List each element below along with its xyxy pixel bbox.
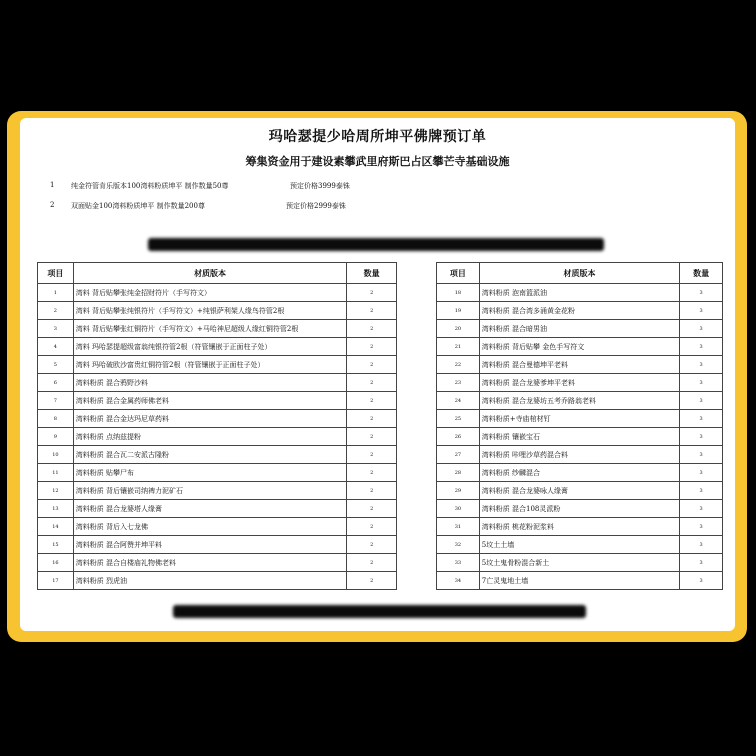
row-material: 湾料 玛哈瑟提超级富翁纯银符管2根（符管镶嵌于正面柱子处） xyxy=(73,338,347,356)
row-number: 20 xyxy=(437,320,480,338)
row-material: 湾料 背后贴攀张纯银符片（手写符文）+纯银萨利架人缘鸟符管2根 xyxy=(73,302,347,320)
row-number: 25 xyxy=(437,410,480,428)
row-quantity: 2 xyxy=(347,392,397,410)
table-row xyxy=(38,464,397,482)
table-header-row xyxy=(38,263,397,284)
row-quantity: 3 xyxy=(680,482,723,500)
header-material: 材质版本 xyxy=(73,263,347,284)
row-number: 18 xyxy=(437,284,480,302)
table-row xyxy=(437,464,723,482)
table-row xyxy=(38,320,397,338)
row-material: 湾料 背后贴攀张纯金招财符片（手写符文） xyxy=(73,284,347,302)
row-quantity: 2 xyxy=(347,428,397,446)
row-number: 26 xyxy=(437,428,480,446)
header-material: 材质版本 xyxy=(479,263,679,284)
row-material: 湾料粉质 镶嵌宝石 xyxy=(479,428,679,446)
price-line-price: 预定价格2999泰铢 xyxy=(286,202,346,210)
price-line-description: 纯金符管肯乐版本100湾料粉质坤平 制作数量50尊 xyxy=(71,182,229,190)
row-number: 11 xyxy=(38,464,74,482)
row-number: 14 xyxy=(38,518,74,536)
row-number: 15 xyxy=(38,536,74,554)
order-sheet xyxy=(20,118,735,631)
row-number: 8 xyxy=(38,410,74,428)
row-material: 湾料粉质 咔哩沙草药混合料 xyxy=(479,446,679,464)
row-number: 12 xyxy=(38,482,74,500)
table-row xyxy=(38,356,397,374)
table-row xyxy=(38,572,397,590)
table-row xyxy=(437,338,723,356)
row-quantity: 2 xyxy=(347,464,397,482)
row-number: 27 xyxy=(437,446,480,464)
row-material: 湾料粉质 混合108灵派粉 xyxy=(479,500,679,518)
row-number: 17 xyxy=(38,572,74,590)
row-material: 湾料粉质 混合湾多涌黄金花粉 xyxy=(479,302,679,320)
row-material: 湾料粉质 混合阿赞并坤平料 xyxy=(73,536,347,554)
table-row xyxy=(38,500,397,518)
row-material: 湾料粉质 点纳兹提粉 xyxy=(73,428,347,446)
row-quantity: 3 xyxy=(680,302,723,320)
table-row xyxy=(38,284,397,302)
row-number: 9 xyxy=(38,428,74,446)
table-row xyxy=(38,482,397,500)
table-row xyxy=(38,302,397,320)
row-number: 4 xyxy=(38,338,74,356)
document-subtitle: 筹集资金用于建设素攀武里府斯巴占区攀芒寺基础设施 xyxy=(245,155,510,168)
table-row xyxy=(437,446,723,464)
row-number: 23 xyxy=(437,374,480,392)
header-item: 项目 xyxy=(38,263,74,284)
row-quantity: 2 xyxy=(347,338,397,356)
row-number: 7 xyxy=(38,392,74,410)
row-number: 34 xyxy=(437,572,480,590)
row-number: 24 xyxy=(437,392,480,410)
row-quantity: 3 xyxy=(680,518,723,536)
table-row xyxy=(437,374,723,392)
row-material: 湾料粉质 混合瓦二安派古隆粉 xyxy=(73,446,347,464)
row-material: 湾料粉质 混合自楼庙礼物佛老料 xyxy=(73,554,347,572)
table-row xyxy=(437,410,723,428)
redacted-text-bar xyxy=(148,238,604,251)
table-row xyxy=(437,518,723,536)
table-row xyxy=(38,410,397,428)
table-row xyxy=(437,392,723,410)
row-number: 32 xyxy=(437,536,480,554)
row-material: 湾料粉质 混合金达玛尼草药料 xyxy=(73,410,347,428)
row-quantity: 3 xyxy=(680,374,723,392)
row-quantity: 2 xyxy=(347,374,397,392)
price-line-price: 预定价格3999泰铢 xyxy=(290,182,350,190)
row-material: 湾料粉质 桃花粉泥浆料 xyxy=(479,518,679,536)
table-row xyxy=(437,554,723,572)
row-quantity: 2 xyxy=(347,554,397,572)
row-quantity: 3 xyxy=(680,320,723,338)
row-material: 7亡灵鬼地土墙 xyxy=(479,572,679,590)
row-material: 湾料粉质 烈虎油 xyxy=(73,572,347,590)
row-material: 5坟土鬼骨粉混合新土 xyxy=(479,554,679,572)
row-quantity: 2 xyxy=(347,482,397,500)
row-quantity: 3 xyxy=(680,338,723,356)
materials-table-right xyxy=(436,262,723,590)
table-row xyxy=(437,536,723,554)
row-number: 13 xyxy=(38,500,74,518)
table-row xyxy=(38,554,397,572)
row-number: 30 xyxy=(437,500,480,518)
table-row xyxy=(437,428,723,446)
row-quantity: 2 xyxy=(347,356,397,374)
row-number: 5 xyxy=(38,356,74,374)
row-number: 21 xyxy=(437,338,480,356)
header-qty: 数量 xyxy=(680,263,723,284)
row-quantity: 2 xyxy=(347,284,397,302)
row-number: 19 xyxy=(437,302,480,320)
price-line-1 xyxy=(50,181,370,191)
price-line-2 xyxy=(50,201,370,211)
row-material: 湾料粉质 混合暗男油 xyxy=(479,320,679,338)
row-quantity: 3 xyxy=(680,572,723,590)
row-material: 湾料粉质 纱麟混合 xyxy=(479,464,679,482)
row-material: 湾料粉质 背后贴攀 金色手写符文 xyxy=(479,338,679,356)
row-quantity: 2 xyxy=(347,320,397,338)
price-line-description: 双面贴金100湾料粉质坤平 制作数量200尊 xyxy=(71,202,205,210)
row-quantity: 3 xyxy=(680,464,723,482)
row-material: 5坟土土墙 xyxy=(479,536,679,554)
header-item: 项目 xyxy=(437,263,480,284)
row-material: 湾料粉质 混合曼德坤平老料 xyxy=(479,356,679,374)
row-quantity: 2 xyxy=(347,500,397,518)
row-quantity: 3 xyxy=(680,446,723,464)
row-number: 10 xyxy=(38,446,74,464)
row-material: 湾料粉质 泡南篮派油 xyxy=(479,284,679,302)
row-quantity: 3 xyxy=(680,428,723,446)
redacted-footer-bar xyxy=(173,605,586,618)
row-quantity: 3 xyxy=(680,410,723,428)
row-quantity: 3 xyxy=(680,392,723,410)
row-number: 22 xyxy=(437,356,480,374)
row-quantity: 3 xyxy=(680,536,723,554)
row-number: 31 xyxy=(437,518,480,536)
row-material: 湾料 玛哈破欧沙富贵红铜符管2根（符管镶嵌于正面柱子处） xyxy=(73,356,347,374)
row-material: 湾料 背后贴攀张红铜符片（手写符文）+马哈神尼超级人缘红铜符管2根 xyxy=(73,320,347,338)
table-row xyxy=(437,320,723,338)
row-number: 3 xyxy=(38,320,74,338)
row-quantity: 2 xyxy=(347,536,397,554)
row-material: 湾料粉质 背后镶嵌司纳裨力泥矿石 xyxy=(73,482,347,500)
header-qty: 数量 xyxy=(347,263,397,284)
row-quantity: 2 xyxy=(347,446,397,464)
row-number: 16 xyxy=(38,554,74,572)
materials-table-left xyxy=(37,262,397,590)
row-quantity: 2 xyxy=(347,518,397,536)
table-row xyxy=(437,482,723,500)
price-line-number: 1 xyxy=(50,181,55,189)
row-quantity: 2 xyxy=(347,410,397,428)
table-row xyxy=(437,302,723,320)
table-row xyxy=(38,374,397,392)
table-row xyxy=(437,572,723,590)
row-material: 湾料粉质+寺庙棺材钉 xyxy=(479,410,679,428)
document-title: 玛哈瑟提少哈周所坤平佛牌预订单 xyxy=(268,129,487,145)
row-quantity: 3 xyxy=(680,554,723,572)
row-quantity: 3 xyxy=(680,356,723,374)
table-row xyxy=(38,518,397,536)
table-row xyxy=(38,392,397,410)
row-number: 28 xyxy=(437,464,480,482)
row-material: 湾料粉质 混合龙婆爹坤平老料 xyxy=(479,374,679,392)
row-material: 湾料粉质 混合龙婆坊五考乔路翁老料 xyxy=(479,392,679,410)
row-number: 2 xyxy=(38,302,74,320)
row-number: 6 xyxy=(38,374,74,392)
table-row xyxy=(437,356,723,374)
row-quantity: 3 xyxy=(680,500,723,518)
row-quantity: 2 xyxy=(347,302,397,320)
table-row xyxy=(38,428,397,446)
table-row xyxy=(38,536,397,554)
table-row xyxy=(437,284,723,302)
row-quantity: 3 xyxy=(680,284,723,302)
row-material: 湾料粉质 混合龙婆塔人缘膏 xyxy=(73,500,347,518)
row-quantity: 2 xyxy=(347,572,397,590)
table-row xyxy=(38,446,397,464)
row-number: 33 xyxy=(437,554,480,572)
table-header-row xyxy=(437,263,723,284)
row-number: 29 xyxy=(437,482,480,500)
row-material: 湾料粉质 混合金属药师佛老料 xyxy=(73,392,347,410)
row-material: 湾料粉质 贴攀尸布 xyxy=(73,464,347,482)
price-line-number: 2 xyxy=(50,201,55,209)
row-number: 1 xyxy=(38,284,74,302)
table-row xyxy=(437,500,723,518)
table-row xyxy=(38,338,397,356)
row-material: 湾料粉质 背后入七龙佛 xyxy=(73,518,347,536)
row-material: 湾料粉质 混合鸦野沙料 xyxy=(73,374,347,392)
row-material: 湾料粉质 混合龙婆咏人缘膏 xyxy=(479,482,679,500)
